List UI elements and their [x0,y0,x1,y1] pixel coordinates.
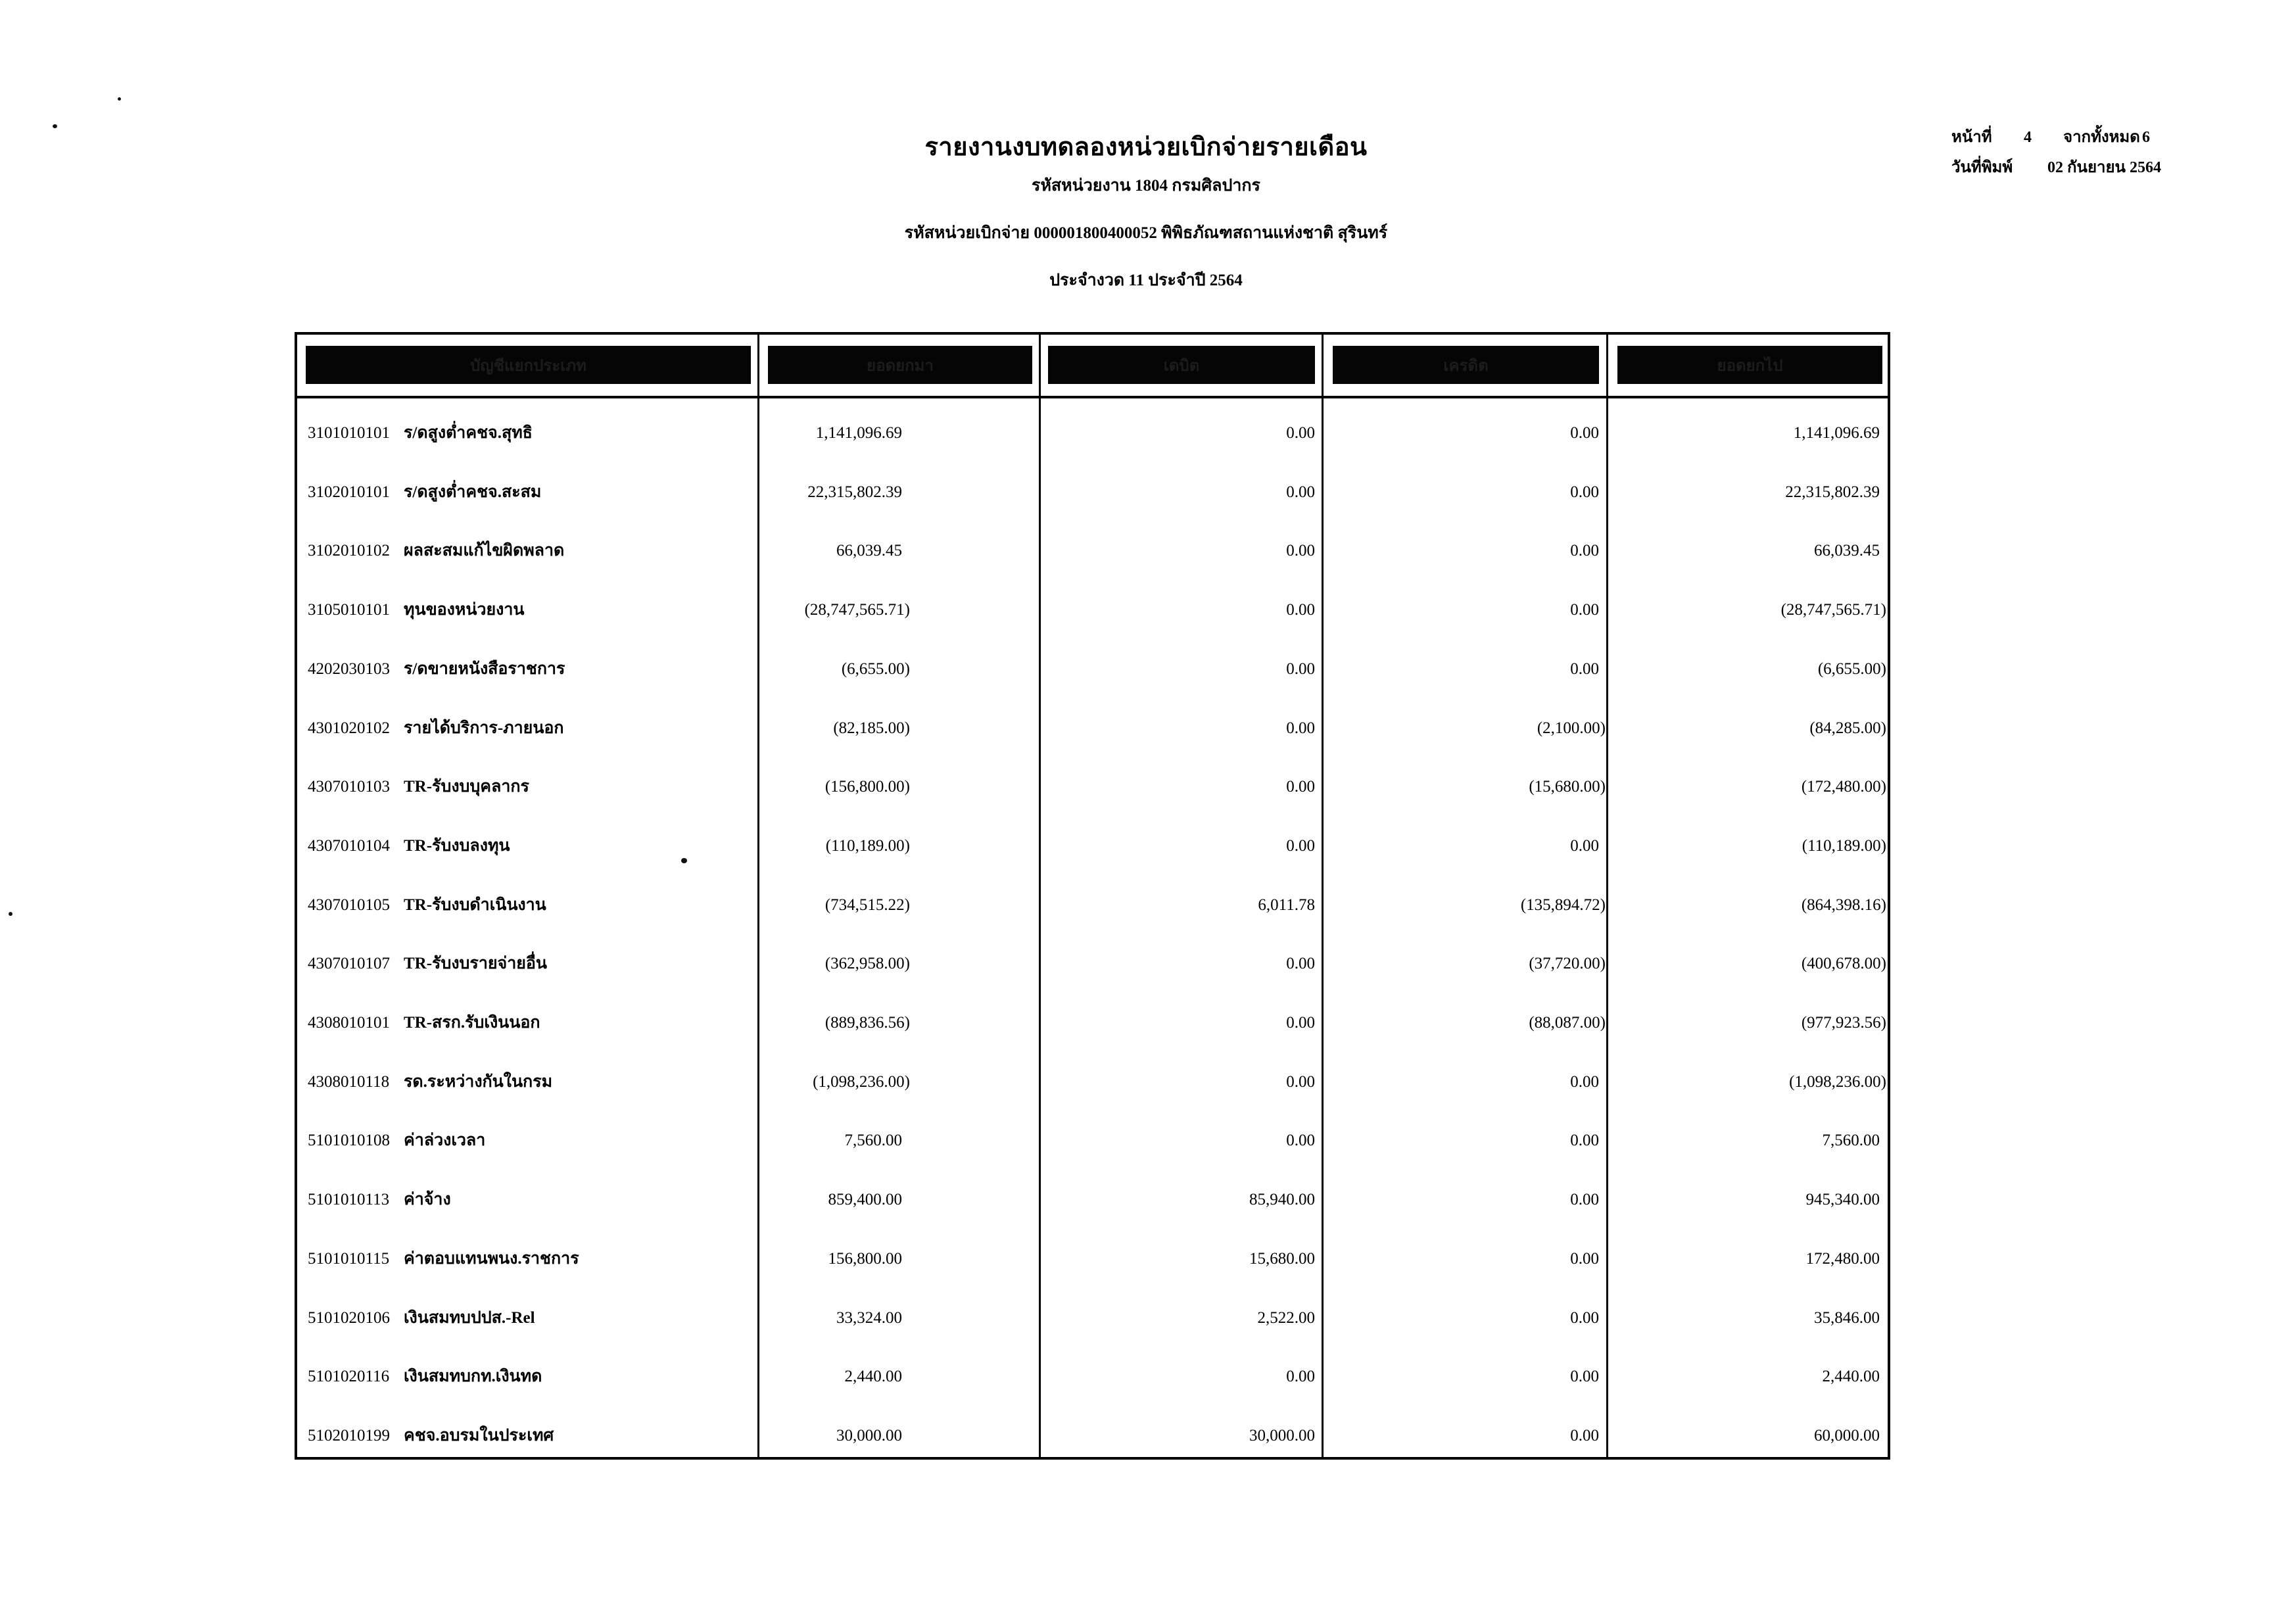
debit-amount: 15,680.00 [1249,1249,1315,1268]
header-credit: เครดิต [1333,346,1599,384]
opening-balance: 7,560.00 [844,1132,902,1150]
account-code: 4307010105 [308,896,390,914]
scan-speck [118,97,121,101]
table-row [297,993,1888,1053]
table-row [297,404,1888,463]
disbursement-unit-line: รหัสหน่วยเบิกจ่าย 000001800400052 พิพิธภัณฑสถานแห่งชาติ สุรินทร์ [904,224,1388,242]
account-code: 3102010102 [308,542,390,560]
closing-balance: 7,560.00 [1822,1132,1880,1150]
opening-balance: (28,747,565.71) [804,601,910,619]
debit-amount: 0.00 [1286,955,1315,973]
table-row [297,1347,1888,1406]
closing-balance: (110,189.00) [1802,836,1886,855]
account-code: 5101020106 [308,1308,390,1327]
account-code: 5101010113 [308,1191,390,1209]
credit-amount: 0.00 [1570,601,1599,619]
credit-amount: (88,087.00) [1529,1014,1606,1032]
account-code: 5102010199 [308,1426,390,1445]
credit-amount: 0.00 [1570,1072,1599,1091]
opening-balance: (82,185.00) [833,719,910,737]
closing-balance: 35,846.00 [1814,1308,1880,1327]
closing-balance: (400,678.00) [1801,955,1886,973]
table-row [297,521,1888,581]
closing-balance: (977,923.56) [1801,1014,1886,1032]
opening-balance: 22,315,802.39 [807,483,902,501]
header-debit: เดบิต [1048,346,1315,384]
table-header-row [297,335,1888,398]
debit-amount: 0.00 [1286,836,1315,855]
table-row [297,1111,1888,1170]
credit-amount: (37,720.00) [1529,955,1606,973]
report-title: รายงานงบทดลองหน่วยเบิกจ่ายรายเดือน [924,133,1368,161]
header-account: บัญชีแยกประเภท [306,346,751,384]
credit-amount: 0.00 [1570,1132,1599,1150]
credit-amount: 0.00 [1570,1426,1599,1445]
debit-amount: 0.00 [1286,719,1315,737]
account-code: 4307010103 [308,778,390,796]
account-code: 3102010101 [308,483,390,501]
account-name: TR-สรก.รับเงินนอก [404,1014,540,1032]
closing-balance: 22,315,802.39 [1785,483,1880,501]
print-date-label: วันที่พิมพ์ [1951,159,2013,176]
table-row [297,876,1888,935]
scan-speck [9,912,12,916]
closing-balance: (864,398.16) [1801,896,1886,914]
account-name: คชจ.อบรมในประเทศ [404,1426,554,1445]
debit-amount: 6,011.78 [1258,896,1315,914]
credit-amount: 0.00 [1570,483,1599,501]
opening-balance: 156,800.00 [828,1249,902,1268]
account-name: TR-รับงบรายจ่ายอื่น [404,955,547,973]
table-row [297,757,1888,817]
debit-amount: 0.00 [1286,542,1315,560]
print-date-value: 02 กันยายน 2564 [2047,159,2161,176]
account-code: 5101020116 [308,1368,390,1386]
account-name: ค่าล่วงเวลา [404,1132,486,1150]
account-name: ค่าจ้าง [404,1191,451,1209]
account-code: 4307010107 [308,955,390,973]
debit-amount: 30,000.00 [1249,1426,1315,1445]
closing-balance: 60,000.00 [1814,1426,1880,1445]
debit-amount: 0.00 [1286,1072,1315,1091]
credit-amount: 0.00 [1570,836,1599,855]
account-name: ร/ดสูงต่ำคชจ.สะสม [404,483,542,501]
closing-balance: (84,285.00) [1809,719,1886,737]
credit-amount: (2,100.00) [1537,719,1606,737]
credit-amount: 0.00 [1570,1308,1599,1327]
account-code: 3105010101 [308,601,390,619]
account-code: 3101010101 [308,424,390,442]
opening-balance: (1,098,236.00) [813,1072,910,1091]
table-row [297,1230,1888,1289]
table-row [297,463,1888,522]
credit-amount: 0.00 [1570,659,1599,678]
page-number: 4 [2024,129,2032,146]
debit-amount: 0.00 [1286,778,1315,796]
period-line: ประจำงวด 11 ประจำปี 2564 [1049,272,1243,289]
closing-balance: 66,039.45 [1814,542,1880,560]
opening-balance: (889,836.56) [824,1014,910,1032]
closing-balance: 1,141,096.69 [1793,424,1880,442]
credit-amount: 0.00 [1570,1191,1599,1209]
debit-amount: 0.00 [1286,424,1315,442]
opening-balance: 1,141,096.69 [815,424,902,442]
account-code: 4202030103 [308,659,390,678]
account-name: เงินสมทบปปส.-Rel [404,1308,535,1327]
debit-amount: 0.00 [1286,659,1315,678]
opening-balance: (110,189.00) [825,836,910,855]
closing-balance: 2,440.00 [1822,1368,1880,1386]
account-name: TR-รับงบลงทุน [404,836,510,855]
account-name: ค่าตอบแทนพนง.ราชการ [404,1249,579,1268]
account-name: ผลสะสมแก้ไขผิดพลาด [404,542,565,560]
table-row [297,1170,1888,1230]
account-code: 5101010108 [308,1132,390,1150]
account-name: ร/ดขายหนังสือราชการ [404,659,565,678]
opening-balance: (362,958.00) [824,955,910,973]
table-row [297,699,1888,758]
account-name: รด.ระหว่างกันในกรม [404,1072,553,1091]
account-name: ร/ดสูงต่ำคชจ.สุทธิ [404,424,533,442]
page-indicator [1951,124,2150,149]
account-code: 4307010104 [308,836,390,855]
trial-balance-table [295,332,1890,1460]
account-name: ทุนของหน่วยงาน [404,601,525,619]
credit-amount: (135,894.72) [1520,896,1606,914]
header-opening-balance: ยอดยกมา [768,346,1032,384]
table-row [297,817,1888,876]
opening-balance: 2,440.00 [844,1368,902,1386]
credit-amount: 0.00 [1570,1249,1599,1268]
debit-amount: 0.00 [1286,1368,1315,1386]
debit-amount: 0.00 [1286,1132,1315,1150]
table-row [297,640,1888,699]
closing-balance: (172,480.00) [1801,778,1886,796]
debit-amount: 0.00 [1286,601,1315,619]
closing-balance: (1,098,236.00) [1789,1072,1886,1091]
table-row [297,1289,1888,1348]
opening-balance: 33,324.00 [836,1308,902,1327]
agency-line: รหัสหน่วยงาน 1804 กรมศิลปากร [1032,177,1260,195]
account-name: เงินสมทบกท.เงินทด [404,1368,542,1386]
credit-amount: 0.00 [1570,424,1599,442]
account-code: 4308010101 [308,1014,390,1032]
header-closing-balance: ยอดยกไป [1617,346,1882,384]
account-code: 4301020102 [308,719,390,737]
closing-balance: (6,655.00) [1817,659,1886,678]
total-pages: 6 [2142,129,2150,146]
table-row [297,1406,1888,1466]
table-row [297,581,1888,640]
total-pages-label: จากทั้งหมด [2063,129,2140,146]
table-row [297,934,1888,993]
debit-amount: 85,940.00 [1249,1191,1315,1209]
opening-balance: 66,039.45 [836,542,902,560]
account-name: TR-รับงบดำเนินงาน [404,896,546,914]
account-code: 5101010115 [308,1249,390,1268]
opening-balance: 30,000.00 [836,1426,902,1445]
page-label: หน้าที่ [1951,129,1992,146]
debit-amount: 2,522.00 [1257,1308,1315,1327]
opening-balance: (734,515.22) [824,896,910,914]
debit-amount: 0.00 [1286,483,1315,501]
credit-amount: 0.00 [1570,542,1599,560]
closing-balance: 945,340.00 [1805,1191,1880,1209]
opening-balance: (156,800.00) [824,778,910,796]
table-row [297,1053,1888,1112]
closing-balance: 172,480.00 [1805,1249,1880,1268]
debit-amount: 0.00 [1286,1014,1315,1032]
closing-balance: (28,747,565.71) [1780,601,1886,619]
credit-amount: (15,680.00) [1529,778,1606,796]
opening-balance: 859,400.00 [828,1191,902,1209]
credit-amount: 0.00 [1570,1368,1599,1386]
account-name: รายได้บริการ-ภายนอก [404,719,564,737]
print-date [1951,154,2161,179]
account-name: TR-รับงบบุคลากร [404,778,529,796]
account-code: 4308010118 [308,1072,390,1091]
opening-balance: (6,655.00) [841,659,910,678]
